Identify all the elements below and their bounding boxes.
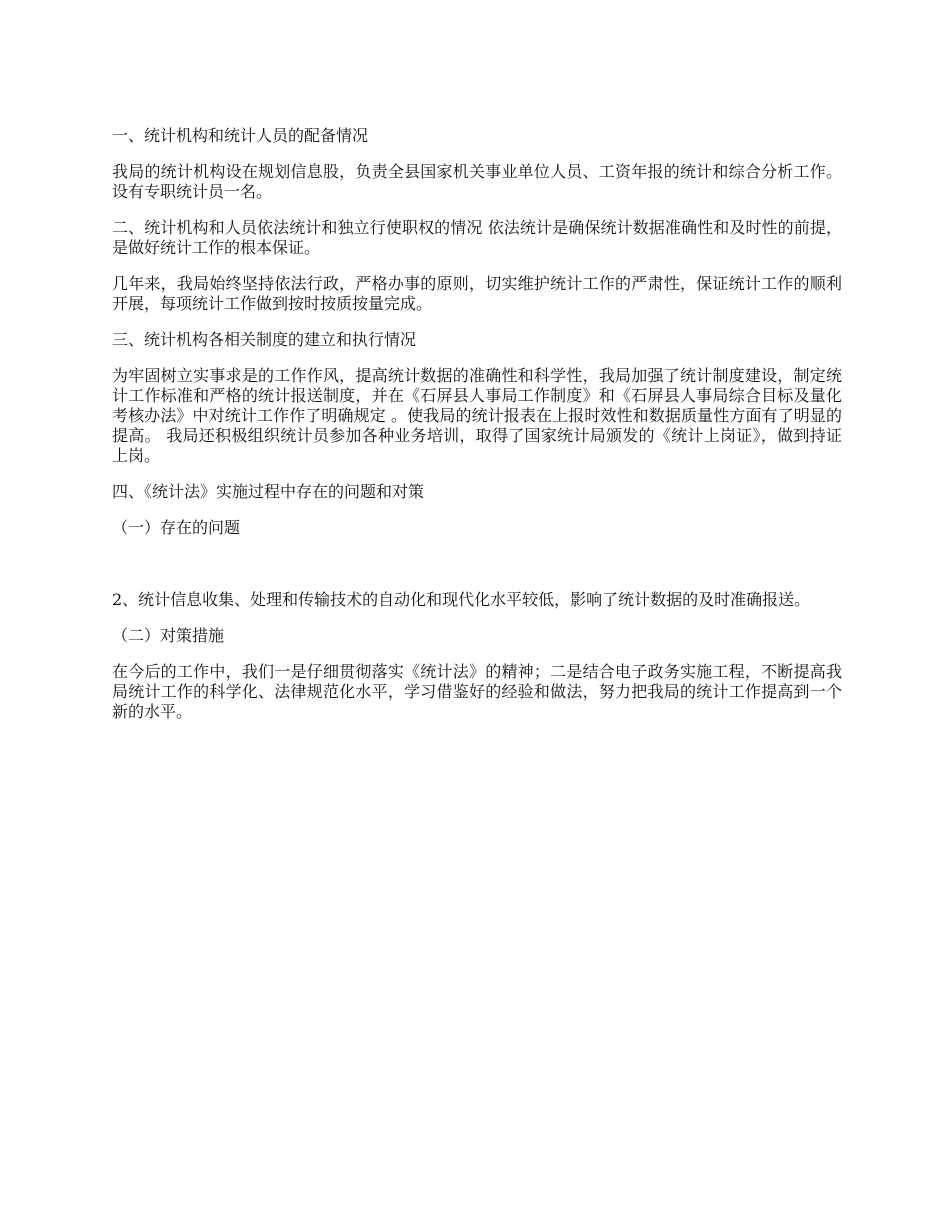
paragraph-measures: 在今后的工作中，我们一是仔细贯彻落实《统计法》的精神；二是结合电子政务实施工程，不断提高我局统计工作的科学化、法律规范化水平，学习借鉴好的经验和做法，努力把我局的统计工作提高到一个新的水平。 [112,662,842,721]
subheading-problems: （一）存在的问题 [112,518,241,537]
section-heading-1: 一、统计机构和统计人员的配备情况 [112,126,369,145]
section-heading-2: 二、统计机构和人员依法统计和独立行使职权的情况 依法统计是确保统计数据准确性和及时性的前提，是做好统计工作的根本保证。 [112,218,842,257]
paragraph-problem-2: 2、统计信息收集、处理和传输技术的自动化和现代化水平较低，影响了统计数据的及时准确报送。 [112,590,811,609]
paragraph-compliance: 几年来，我局始终坚持依法行政，严格办事的原则，切实维护统计工作的严肃性，保证统计工作的顺利开展，每项统计工作做到按时按质按量完成。 [112,274,842,313]
paragraph-systems: 为牢固树立实事求是的工作作风，提高统计数据的准确性和科学性，我局加强了统计制度建设，制定统计工作标准和严格的统计报送制度，并在《石屏县人事局工作制度》和《石屏县人事局综合目标及量化考核办法》中对统计工作作了明确规定 。使我局的统计报表在上报时效性和数据质量性方面有了明显的提高。 我局还积极组织统计员参加各种业务培训，取得了国家统计局颁发的《统计上岗证》，做到持证上岗。 [112,366,842,465]
document-page [112,126,842,738]
section-heading-4: 四、《统计法》实施过程中存在的问题和对策 [112,482,425,501]
paragraph-staffing: 我局的统计机构设在规划信息股，负责全县国家机关事业单位人员、工资年报的统计和综合分析工作。设有专职统计员一名。 [112,162,842,201]
subheading-measures: （二）对策措施 [112,626,225,645]
blank-gap [112,554,842,590]
section-heading-3: 三、统计机构各相关制度的建立和执行情况 [112,330,417,349]
